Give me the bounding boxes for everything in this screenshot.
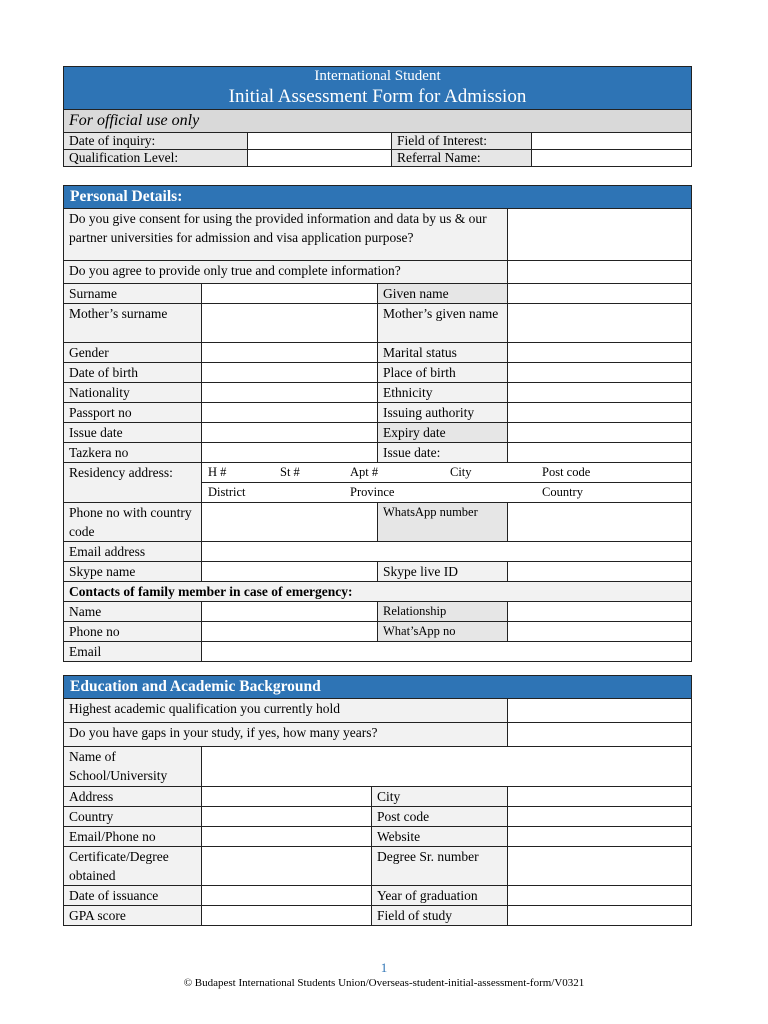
field-of-interest-field[interactable] — [532, 133, 692, 150]
field-of-study-field[interactable] — [508, 906, 692, 926]
school-postcode-field[interactable] — [508, 807, 692, 827]
school-city-label: City — [372, 787, 508, 807]
certificate-label: Certificate/Degree obtained — [64, 847, 202, 886]
study-gaps-field[interactable] — [508, 723, 692, 747]
issue-date-label: Issue date — [64, 423, 202, 443]
address-row-1 — [202, 463, 691, 482]
school-website-field[interactable] — [508, 827, 692, 847]
agree-question: Do you agree to provide only true and complete information? — [64, 261, 508, 284]
ethnicity-label: Ethnicity — [378, 383, 508, 403]
nationality-label: Nationality — [64, 383, 202, 403]
school-country-field[interactable] — [202, 807, 372, 827]
addr-street-label: St # — [280, 465, 300, 479]
emergency-name-label: Name — [64, 602, 202, 622]
addr-province-label: Province — [350, 485, 395, 499]
date-of-issuance-field[interactable] — [202, 886, 372, 906]
issuing-authority-field[interactable] — [508, 403, 692, 423]
residency-address-field[interactable] — [202, 463, 692, 503]
page-number: 1 — [380, 960, 388, 975]
school-name-field[interactable] — [202, 747, 692, 787]
emergency-phone-field[interactable] — [202, 622, 378, 642]
emergency-email-field[interactable] — [202, 642, 692, 662]
school-email-phone-field[interactable] — [202, 827, 372, 847]
date-of-inquiry-field[interactable] — [248, 133, 392, 150]
consent-question: Do you give consent for using the provided information and data by us & our partner universities for admission and visa application purpose? — [64, 209, 508, 261]
emergency-email-label: Email — [64, 642, 202, 662]
emergency-name-field[interactable] — [202, 602, 378, 622]
tazkera-no-field[interactable] — [202, 443, 378, 463]
certificate-field[interactable] — [202, 847, 372, 886]
addr-city-label: City — [450, 465, 472, 479]
emergency-contacts-heading: Contacts of family member in case of emergency: — [64, 582, 692, 602]
given-name-label: Given name — [378, 284, 508, 304]
surname-field[interactable] — [202, 284, 378, 304]
phone-with-code-label: Phone no with country code — [64, 503, 202, 542]
addr-house-label: H # — [208, 465, 227, 479]
passport-no-field[interactable] — [202, 403, 378, 423]
school-address-label: Address — [64, 787, 202, 807]
field-of-interest-label: Field of Interest: — [392, 133, 532, 150]
email-address-field[interactable] — [202, 542, 692, 562]
header-block — [63, 66, 691, 167]
school-name-label: Name of School/University — [64, 747, 202, 787]
agree-field[interactable] — [508, 261, 692, 284]
form-title-line2: Initial Assessment Form for Admission — [228, 86, 527, 107]
referral-name-label: Referral Name: — [392, 150, 532, 167]
date-of-birth-field[interactable] — [202, 363, 378, 383]
relationship-field[interactable] — [508, 602, 692, 622]
education-block — [63, 675, 691, 926]
place-of-birth-field[interactable] — [508, 363, 692, 383]
place-of-birth-label: Place of birth — [378, 363, 508, 383]
skype-name-field[interactable] — [202, 562, 378, 582]
school-email-phone-label: Email/Phone no — [64, 827, 202, 847]
marital-status-field[interactable] — [508, 343, 692, 363]
personal-details-title: Personal Details: — [64, 186, 692, 209]
form-title — [64, 67, 692, 110]
education-title: Education and Academic Background — [64, 676, 692, 699]
ethnicity-field[interactable] — [508, 383, 692, 403]
addr-apt-label: Apt # — [350, 465, 379, 479]
issuing-authority-label: Issuing authority — [378, 403, 508, 423]
qualification-level-label: Qualification Level: — [64, 150, 248, 167]
skype-live-id-label: Skype live ID — [378, 562, 508, 582]
degree-serial-label: Degree Sr. number — [372, 847, 508, 886]
skype-live-id-field[interactable] — [508, 562, 692, 582]
date-of-issuance-label: Date of issuance — [64, 886, 202, 906]
emergency-whatsapp-label: What’sApp no — [378, 622, 508, 642]
official-use-label: For official use only — [64, 110, 692, 133]
residency-address-label: Residency address: — [64, 463, 202, 503]
skype-name-label: Skype name — [64, 562, 202, 582]
expiry-date-field[interactable] — [508, 423, 692, 443]
marital-status-label: Marital status — [378, 343, 508, 363]
emergency-whatsapp-field[interactable] — [508, 622, 692, 642]
tazkera-issue-date-label: Issue date: — [378, 443, 508, 463]
date-of-birth-label: Date of birth — [64, 363, 202, 383]
addr-country-label: Country — [542, 485, 583, 499]
gpa-score-field[interactable] — [202, 906, 372, 926]
personal-details-block — [63, 185, 691, 662]
school-website-label: Website — [372, 827, 508, 847]
whatsapp-number-field[interactable] — [508, 503, 692, 542]
passport-no-label: Passport no — [64, 403, 202, 423]
year-of-graduation-label: Year of graduation — [372, 886, 508, 906]
field-of-study-label: Field of study — [372, 906, 508, 926]
mothers-given-name-label: Mother’s given name — [378, 304, 508, 343]
footer-copyright: © Budapest International Students Union/Overseas-student-initial-assessment-form/V0321 — [183, 977, 585, 989]
emergency-phone-label: Phone no — [64, 622, 202, 642]
study-gaps-question: Do you have gaps in your study, if yes, how many years? — [64, 723, 508, 747]
school-country-label: Country — [64, 807, 202, 827]
consent-field[interactable] — [508, 209, 692, 261]
referral-name-field[interactable] — [532, 150, 692, 167]
phone-with-code-field[interactable] — [202, 503, 378, 542]
expiry-date-label: Expiry date — [378, 423, 508, 443]
gender-label: Gender — [64, 343, 202, 363]
mothers-surname-field[interactable] — [202, 304, 378, 343]
degree-serial-field[interactable] — [508, 847, 692, 886]
highest-qualification-field[interactable] — [508, 699, 692, 723]
tazkera-no-label: Tazkera no — [64, 443, 202, 463]
form-title-line1: International Student — [314, 68, 441, 84]
addr-district-label: District — [208, 485, 246, 499]
mothers-surname-label: Mother’s surname — [64, 304, 202, 343]
school-city-field[interactable] — [508, 787, 692, 807]
address-row-2 — [202, 482, 691, 502]
year-of-graduation-field[interactable] — [508, 886, 692, 906]
qualification-level-field[interactable] — [248, 150, 392, 167]
addr-postcode-label: Post code — [542, 465, 591, 479]
surname-label: Surname — [64, 284, 202, 304]
tazkera-issue-date-field[interactable] — [508, 443, 692, 463]
school-address-field[interactable] — [202, 787, 372, 807]
nationality-field[interactable] — [202, 383, 378, 403]
relationship-label: Relationship — [378, 602, 508, 622]
gender-field[interactable] — [202, 343, 378, 363]
gpa-score-label: GPA score — [64, 906, 202, 926]
highest-qualification-question: Highest academic qualification you currently hold — [64, 699, 508, 723]
given-name-field[interactable] — [508, 284, 692, 304]
school-postcode-label: Post code — [372, 807, 508, 827]
whatsapp-number-label: WhatsApp number — [378, 503, 508, 542]
date-of-inquiry-label: Date of inquiry: — [64, 133, 248, 150]
mothers-given-name-field[interactable] — [508, 304, 692, 343]
email-address-label: Email address — [64, 542, 202, 562]
issue-date-field[interactable] — [202, 423, 378, 443]
